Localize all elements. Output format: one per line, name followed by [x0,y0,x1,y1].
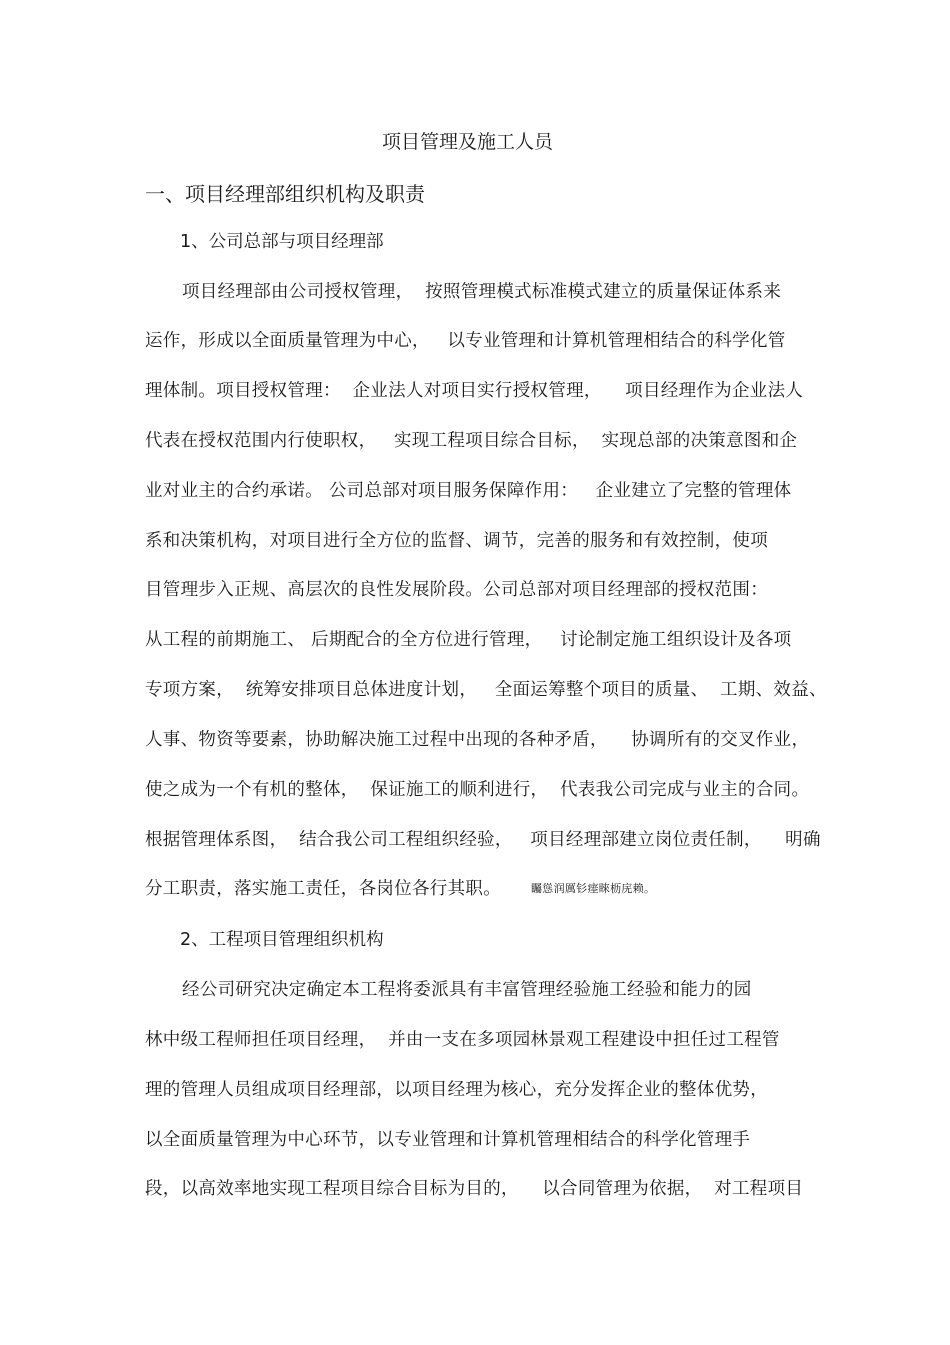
paragraph-line-last [145,877,655,901]
subsection-heading-1: 1、公司总部与项目经理部 [180,232,384,252]
paragraph-line: 业对业主的合约承诺。 公司总部对项目服务保障作用： 企业建立了完整的管理体 [145,481,792,501]
paragraph-line: 代表在授权范围内行使职权， 实现工程项目综合目标， 实现总部的决策意图和企 [145,431,798,451]
section-heading: 一、项目经理部组织机构及职责 [145,182,425,206]
document-title: 项目管理及施工人员 [381,131,553,153]
subsection-heading-2: 2、工程项目管理组织机构 [180,930,384,950]
paragraph-line: 专项方案， 统筹安排项目总体进度计划， 全面运筹整个项目的质量、 工期、效益、 [145,680,827,700]
paragraph-line: 段，以高效率地实现工程项目综合目标为目的， 以合同管理为依据， 对工程项目 [145,1179,804,1199]
paragraph-line: 经公司研究决定确定本工程将委派具有丰富管理经验施工经验和能力的园 [182,980,752,1000]
paragraph-line: 林中级工程师担任项目经理， 并由一支在多项园林景观工程建设中担任过工程管 [145,1030,780,1050]
paragraph-line: 以全面质量管理为中心环节，以专业管理和计算机管理相结合的科学化管理手 [145,1130,751,1150]
paragraph-line: 目管理步入正规、高层次的良性发展阶段。公司总部对项目经理部的授权范围： [145,580,768,600]
paragraph-line: 根据管理体系图， 结合我公司工程组织经验， 项目经理部建立岗位责任制， 明确 [145,830,821,850]
paragraph-line: 系和决策机构，对项目进行全方位的监督、调节，完善的服务和有效控制，使项 [145,531,768,551]
paragraph-line: 理的管理人员组成项目经理部，以项目经理为核心，充分发挥企业的整体优势， [145,1080,768,1100]
paragraph-line: 人事、物资等要素，协助解决施工过程中出现的各种矛盾， 协调所有的交叉作业， [145,730,810,750]
paragraph-text: 分工职责，落实施工责任，各岗位各行其职。 [145,879,501,899]
paragraph-line: 使之成为一个有机的整体， 保证施工的顺利进行， 代表我公司完成与业主的合同。 [145,780,810,800]
garbled-note: 矚慫润厲钐瘗睞枥庑赖。 [531,882,656,895]
paragraph-line: 理体制。项目授权管理： 企业法人对项目实行授权管理， 项目经理作为企业法人 [145,381,804,401]
paragraph-line: 项目经理部由公司授权管理， 按照管理模式标准模式建立的质量保证体系来 [182,282,782,302]
paragraph-line: 运作，形成以全面质量管理为中心， 以专业管理和计算机管理相结合的科学化管 [145,331,786,351]
paragraph-line: 从工程的前期施工、 后期配合的全方位进行管理， 讨论制定施工组织设计及各项 [145,630,792,650]
